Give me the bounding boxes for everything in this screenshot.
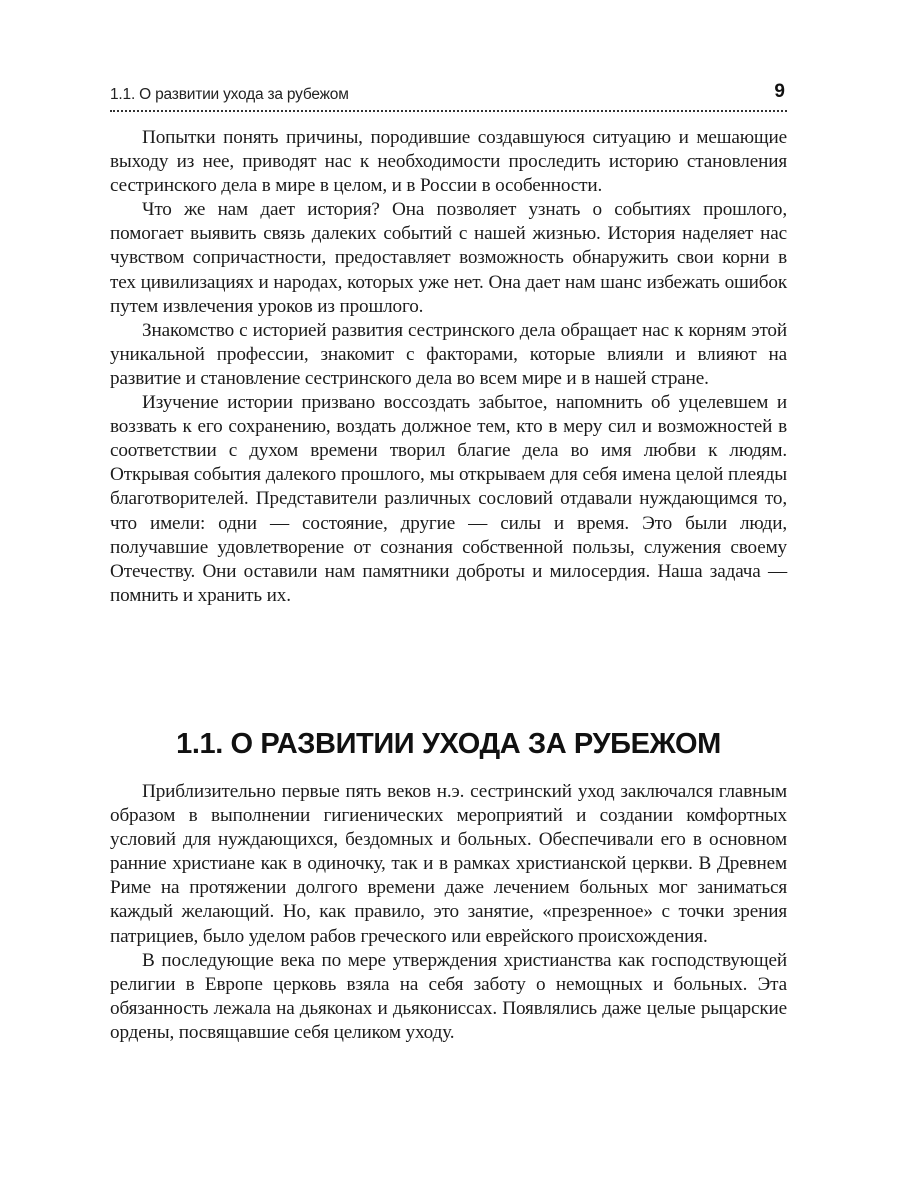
paragraph: Приблизительно первые пять веков н.э. сестринский уход заключался главным образом в выполнении гигиенических мероприятий и создании комфортных условий для нуждающихся, бездомных и больных. Обеспечивали его в основном ранние христиане как в одиночку, так и в рамках христианской церкви. В Древнем Риме на протяжении долгого времени даже лечением больных мог заниматься каждый желающий. Но, как правило, это занятие, «презренное» с точки зрения патрициев, было уделом рабов греческого или еврейского происхождения. <box>110 781 787 947</box>
running-header <box>110 80 787 112</box>
running-title: 1.1. О развитии ухода за рубежом <box>110 86 349 103</box>
section-text-block <box>110 780 787 1045</box>
section-heading: 1.1. О РАЗВИТИИ УХОДА ЗА РУБЕЖОМ <box>176 728 721 760</box>
paragraph: Попытки понять причины, породившие создавшуюся ситуацию и мешающие выходу из нее, приводят нас к необходимости проследить историю становления сестринского дела в мире в целом, и в России в особенности. <box>110 127 787 197</box>
page-number: 9 <box>774 81 785 102</box>
paragraph: Изучение истории призвано воссоздать забытое, напомнить об уцелевшем и воззвать к его сохранению, воздать должное тем, кто в меру сил и возможностей в соответствии с духом времени творил благие дела во имя любви к людям. Открывая события далекого прошлого, мы открываем для себя имена целой плеяды благотворителей. Представители различных сословий отдавали нуждающимся то, что имели: одни — состояние, другие — силы и время. Это были люди, получавшие удовлетворение от сознания собственной пользы, служения своему Отечеству. Они оставили нам памятники доброты и милосердия. Наша задача — помнить и хранить их. <box>110 392 787 606</box>
intro-text-block <box>110 126 787 608</box>
paragraph: Знакомство с историей развития сестринского дела обращает нас к корням этой уникальной профессии, знакомит с факторами, которые влияли и влияют на развитие и становление сестринского дела во всем мире и в нашей стране. <box>110 319 787 389</box>
paragraph: Что же нам дает история? Она позволяет узнать о событиях прошлого, помогает выявить связь далеких событий с нашей жизнью. История наделяет нас чувством сопричастности, предоставляет возможность обнаружить свои корни в тех цивилизациях и народах, которых уже нет. Она дает нам шанс избежать ошибок путем извлечения уроков из прошлого. <box>110 199 787 317</box>
paragraph: В последующие века по мере утверждения христианства как господствующей религии в Европе церковь взяла на себя заботу о немощных и больных. Эта обязанность лежала на дьяконах и дьякониссах. Появлялись даже целые рыцарские ордены, посвящавшие себя целиком уходу. <box>110 949 787 1043</box>
